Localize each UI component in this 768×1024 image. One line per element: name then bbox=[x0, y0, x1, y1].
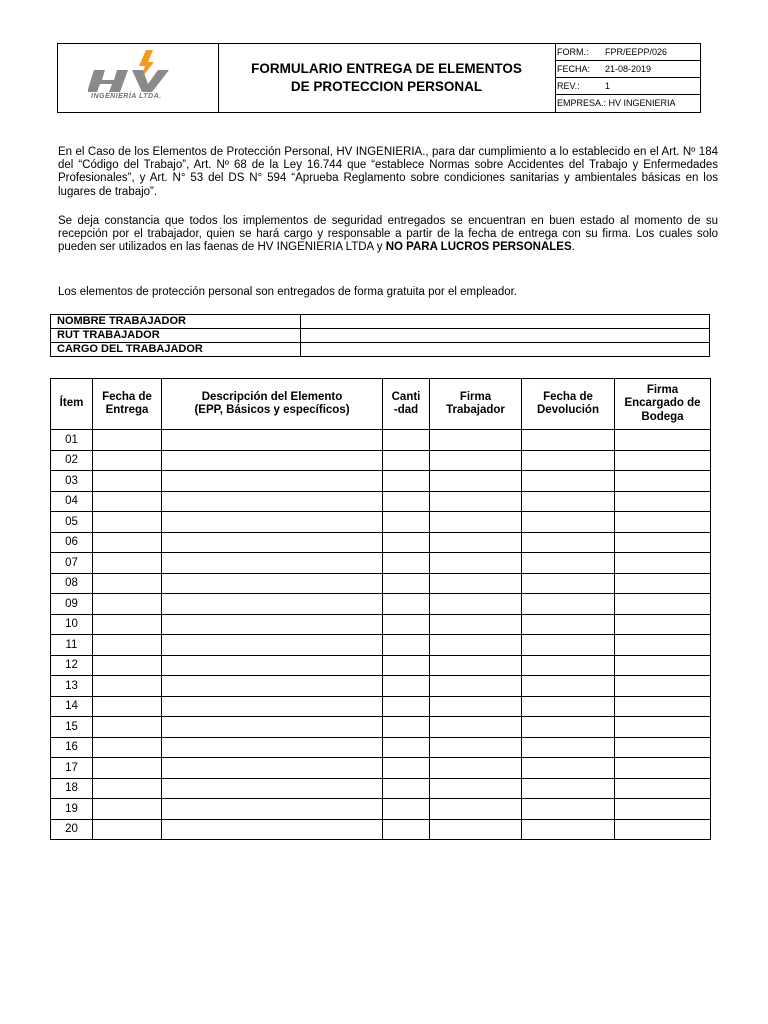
meta-fecha bbox=[555, 61, 700, 78]
descripcion-line-2: (EPP, Básicos y específicos) bbox=[194, 404, 350, 416]
firma-trabajador-cell[interactable] bbox=[430, 696, 522, 717]
fecha-devolucion-cell[interactable] bbox=[522, 799, 615, 820]
descripcion-cell[interactable] bbox=[162, 655, 383, 676]
table-row bbox=[51, 799, 711, 820]
title-cell bbox=[218, 44, 556, 112]
descripcion-cell[interactable] bbox=[162, 532, 383, 553]
firma-trabajador-cell[interactable] bbox=[430, 450, 522, 471]
fecha-entrega-cell[interactable] bbox=[93, 717, 162, 738]
items-body bbox=[51, 430, 711, 840]
item-number: 04 bbox=[51, 491, 93, 512]
form-title bbox=[251, 60, 522, 96]
descripcion-cell[interactable] bbox=[162, 819, 383, 840]
firma-trabajador-line-1: Firma bbox=[459, 390, 492, 403]
firma-encargado-cell[interactable] bbox=[615, 491, 711, 512]
firma-trabajador-cell[interactable] bbox=[430, 573, 522, 594]
descripcion-cell[interactable] bbox=[162, 799, 383, 820]
item-number: 12 bbox=[51, 655, 93, 676]
cantidad-cell[interactable] bbox=[383, 717, 430, 738]
header-firma-trabajador bbox=[430, 379, 522, 430]
descripcion-cell[interactable] bbox=[162, 758, 383, 779]
cantidad-cell[interactable] bbox=[383, 450, 430, 471]
cantidad-cell[interactable] bbox=[383, 758, 430, 779]
worker-info-table bbox=[50, 314, 710, 357]
firma-encargado-cell[interactable] bbox=[615, 655, 711, 676]
firma-trabajador-cell[interactable] bbox=[430, 614, 522, 635]
fecha-entrega-cell[interactable] bbox=[93, 737, 162, 758]
item-number: 14 bbox=[51, 696, 93, 717]
fecha-entrega-cell[interactable] bbox=[93, 635, 162, 656]
form-label: FORM.: bbox=[557, 47, 589, 57]
fecha-devolucion-line-2: Devolución bbox=[537, 404, 599, 416]
firma-trabajador-cell[interactable] bbox=[430, 553, 522, 574]
item-number: 03 bbox=[51, 471, 93, 492]
logo-cell bbox=[58, 44, 219, 112]
items-header-row bbox=[51, 379, 711, 430]
nombre-field[interactable] bbox=[301, 315, 710, 329]
fecha-value: 21-08-2019 bbox=[605, 64, 652, 74]
cantidad-cell[interactable] bbox=[383, 676, 430, 697]
meta-form bbox=[555, 44, 700, 61]
firma-trabajador-line-2: Trabajador bbox=[446, 404, 505, 416]
fecha-devolucion-cell[interactable] bbox=[522, 778, 615, 799]
table-row bbox=[51, 573, 711, 594]
fecha-devolucion-cell[interactable] bbox=[522, 594, 615, 615]
logo-tagline: INGENIERÍA LTDA. bbox=[91, 93, 162, 100]
cantidad-cell[interactable] bbox=[383, 594, 430, 615]
descripcion-cell[interactable] bbox=[162, 676, 383, 697]
firma-encargado-cell[interactable] bbox=[615, 450, 711, 471]
fecha-devolucion-cell[interactable] bbox=[522, 491, 615, 512]
firma-trabajador-cell[interactable] bbox=[430, 471, 522, 492]
table-row bbox=[51, 819, 711, 840]
descripcion-cell[interactable] bbox=[162, 512, 383, 533]
firma-encargado-cell[interactable] bbox=[615, 430, 711, 451]
paragraph-legal: En el Caso de los Elementos de Protección Personal, HV INGENIERIA., para dar cumplimiento a lo establecido en el Art. Nº 184 del “Código del Trabajo”, Art. Nº 68 de la Ley 16.744 que “establece Normas sobre Accidentes del Trabajo y Enfermedades Profesionales”, y Art. N° 53 del DS N° 594 “Aprueba Reglamento sobre condiciones sanitarias y ambientales básicas en los lugares de trabajo”. bbox=[58, 146, 718, 198]
title-line-2: DE PROTECCION PERSONAL bbox=[290, 79, 483, 94]
rev-value: 1 bbox=[605, 81, 611, 91]
form-header bbox=[57, 43, 701, 113]
fecha-entrega-cell[interactable] bbox=[93, 553, 162, 574]
firma-trabajador-cell[interactable] bbox=[430, 737, 522, 758]
firma-encargado-cell[interactable] bbox=[615, 553, 711, 574]
fecha-devolucion-cell[interactable] bbox=[522, 512, 615, 533]
header-fecha-entrega: Fecha de Entrega bbox=[93, 379, 162, 430]
fecha-entrega-cell[interactable] bbox=[93, 532, 162, 553]
item-number: 19 bbox=[51, 799, 93, 820]
firma-encargado-cell[interactable] bbox=[615, 614, 711, 635]
form-value: FPR/EEPP/026 bbox=[605, 47, 668, 57]
cantidad-cell[interactable] bbox=[383, 819, 430, 840]
item-number: 02 bbox=[51, 450, 93, 471]
table-row bbox=[51, 430, 711, 451]
table-row bbox=[51, 717, 711, 738]
cantidad-cell[interactable] bbox=[383, 430, 430, 451]
fecha-entrega-cell[interactable] bbox=[93, 491, 162, 512]
table-row bbox=[51, 655, 711, 676]
worker-row-rut bbox=[51, 329, 710, 343]
meta-empresa bbox=[555, 95, 700, 112]
firma-encargado-cell[interactable] bbox=[615, 635, 711, 656]
item-number: 05 bbox=[51, 512, 93, 533]
cantidad-cell[interactable] bbox=[383, 532, 430, 553]
header-cantidad bbox=[383, 379, 430, 430]
cantidad-cell[interactable] bbox=[383, 573, 430, 594]
cantidad-line-1: Canti bbox=[391, 390, 421, 403]
cantidad-cell[interactable] bbox=[383, 799, 430, 820]
fecha-entrega-cell[interactable] bbox=[93, 512, 162, 533]
firma-encargado-cell[interactable] bbox=[615, 512, 711, 533]
constancia-text: Se deja constancia que todos los implementos de seguridad entregados se encuentran en buen estado al momento de su recepción por el trabajador, quien se hará cargo y responsable a partir de la fecha de entrega con su firma. Los cuales solo pueden ser utilizados en las faenas de HV INGENIERIA LTDA y bbox=[58, 215, 718, 254]
fecha-devolucion-cell[interactable] bbox=[522, 819, 615, 840]
fecha-entrega-cell[interactable] bbox=[93, 573, 162, 594]
fecha-entrega-cell[interactable] bbox=[93, 819, 162, 840]
descripcion-cell[interactable] bbox=[162, 573, 383, 594]
fecha-devolucion-cell[interactable] bbox=[522, 553, 615, 574]
title-line-1: FORMULARIO ENTREGA DE ELEMENTOS bbox=[251, 61, 522, 76]
cargo-label: CARGO DEL TRABAJADOR bbox=[51, 343, 301, 357]
firma-encargado-cell[interactable] bbox=[615, 676, 711, 697]
firma-trabajador-cell[interactable] bbox=[430, 491, 522, 512]
table-row bbox=[51, 532, 711, 553]
firma-encargado-cell[interactable] bbox=[615, 471, 711, 492]
fecha-devolucion-cell[interactable] bbox=[522, 655, 615, 676]
fecha-entrega-cell[interactable] bbox=[93, 655, 162, 676]
item-number: 13 bbox=[51, 676, 93, 697]
fecha-devolucion-cell[interactable] bbox=[522, 737, 615, 758]
items-table bbox=[50, 378, 711, 840]
fecha-entrega-cell[interactable] bbox=[93, 594, 162, 615]
table-row bbox=[51, 676, 711, 697]
descripcion-cell[interactable] bbox=[162, 491, 383, 512]
cantidad-cell[interactable] bbox=[383, 553, 430, 574]
cargo-field[interactable] bbox=[301, 343, 710, 357]
firma-trabajador-cell[interactable] bbox=[430, 676, 522, 697]
firma-trabajador-cell[interactable] bbox=[430, 799, 522, 820]
cantidad-cell[interactable] bbox=[383, 614, 430, 635]
table-row bbox=[51, 512, 711, 533]
table-row bbox=[51, 758, 711, 779]
empresa-label: EMPRESA.: HV INGENIERIA bbox=[557, 98, 676, 108]
fecha-entrega-cell[interactable] bbox=[93, 778, 162, 799]
rut-field[interactable] bbox=[301, 329, 710, 343]
item-number: 16 bbox=[51, 737, 93, 758]
meta-cell bbox=[555, 44, 700, 112]
fecha-entrega-cell[interactable] bbox=[93, 799, 162, 820]
fecha-entrega-cell[interactable] bbox=[93, 676, 162, 697]
header-fecha-devolucion bbox=[522, 379, 615, 430]
fecha-entrega-cell[interactable] bbox=[93, 450, 162, 471]
item-number: 08 bbox=[51, 573, 93, 594]
fecha-devolucion-cell[interactable] bbox=[522, 614, 615, 635]
firma-encargado-cell[interactable] bbox=[615, 758, 711, 779]
fecha-devolucion-cell[interactable] bbox=[522, 450, 615, 471]
descripcion-cell[interactable] bbox=[162, 430, 383, 451]
fecha-devolucion-cell[interactable] bbox=[522, 717, 615, 738]
firma-encargado-cell[interactable] bbox=[615, 594, 711, 615]
descripcion-cell[interactable] bbox=[162, 696, 383, 717]
item-number: 06 bbox=[51, 532, 93, 553]
firma-trabajador-cell[interactable] bbox=[430, 512, 522, 533]
cantidad-cell[interactable] bbox=[383, 696, 430, 717]
fecha-entrega-cell[interactable] bbox=[93, 614, 162, 635]
meta-rev bbox=[555, 78, 700, 95]
rut-label: RUT TRABAJADOR bbox=[51, 329, 301, 343]
table-row bbox=[51, 778, 711, 799]
header-item: Ítem bbox=[51, 379, 93, 430]
descripcion-cell[interactable] bbox=[162, 594, 383, 615]
table-row bbox=[51, 737, 711, 758]
firma-encargado-cell[interactable] bbox=[615, 573, 711, 594]
item-number: 09 bbox=[51, 594, 93, 615]
descripcion-line-1: Descripción del Elemento bbox=[201, 390, 343, 403]
rev-label: REV.: bbox=[557, 81, 580, 91]
item-number: 01 bbox=[51, 430, 93, 451]
cantidad-cell[interactable] bbox=[383, 491, 430, 512]
worker-row-cargo bbox=[51, 343, 710, 357]
fecha-devolucion-cell[interactable] bbox=[522, 635, 615, 656]
cantidad-cell[interactable] bbox=[383, 655, 430, 676]
item-number: 11 bbox=[51, 635, 93, 656]
descripcion-cell[interactable] bbox=[162, 471, 383, 492]
table-row bbox=[51, 635, 711, 656]
table-row bbox=[51, 594, 711, 615]
worker-row-nombre bbox=[51, 315, 710, 329]
firma-trabajador-cell[interactable] bbox=[430, 758, 522, 779]
descripcion-cell[interactable] bbox=[162, 553, 383, 574]
paragraph-gratuito: Los elementos de protección personal son entregados de forma gratuita por el empleador. bbox=[58, 286, 518, 298]
fecha-devolucion-cell[interactable] bbox=[522, 430, 615, 451]
item-number: 20 bbox=[51, 819, 93, 840]
cantidad-cell[interactable] bbox=[383, 778, 430, 799]
descripcion-cell[interactable] bbox=[162, 614, 383, 635]
firma-trabajador-cell[interactable] bbox=[430, 778, 522, 799]
fecha-devolucion-cell[interactable] bbox=[522, 573, 615, 594]
table-row bbox=[51, 614, 711, 635]
firma-encargado-cell[interactable] bbox=[615, 778, 711, 799]
table-row bbox=[51, 450, 711, 471]
constancia-end: . bbox=[571, 241, 575, 254]
table-row bbox=[51, 696, 711, 717]
item-number: 15 bbox=[51, 717, 93, 738]
fecha-entrega-cell[interactable] bbox=[93, 758, 162, 779]
cantidad-cell[interactable] bbox=[383, 737, 430, 758]
fecha-devolucion-line-1: Fecha de bbox=[543, 390, 593, 403]
table-row bbox=[51, 471, 711, 492]
firma-encargado-cell[interactable] bbox=[615, 717, 711, 738]
firma-trabajador-cell[interactable] bbox=[430, 635, 522, 656]
firma-trabajador-cell[interactable] bbox=[430, 717, 522, 738]
header-descripcion bbox=[162, 379, 383, 430]
descripcion-cell[interactable] bbox=[162, 778, 383, 799]
firma-trabajador-cell[interactable] bbox=[430, 819, 522, 840]
descripcion-cell[interactable] bbox=[162, 717, 383, 738]
paragraph-constancia bbox=[58, 215, 718, 255]
descripcion-cell[interactable] bbox=[162, 737, 383, 758]
item-number: 18 bbox=[51, 778, 93, 799]
fecha-entrega-cell[interactable] bbox=[93, 696, 162, 717]
descripcion-cell[interactable] bbox=[162, 450, 383, 471]
cantidad-cell[interactable] bbox=[383, 512, 430, 533]
fecha-label: FECHA: bbox=[557, 64, 591, 74]
firma-encargado-cell[interactable] bbox=[615, 532, 711, 553]
fecha-devolucion-cell[interactable] bbox=[522, 471, 615, 492]
item-number: 17 bbox=[51, 758, 93, 779]
firma-trabajador-cell[interactable] bbox=[430, 430, 522, 451]
header-firma-encargado: Firma Encargado de Bodega bbox=[615, 379, 711, 430]
fecha-devolucion-cell[interactable] bbox=[522, 532, 615, 553]
cantidad-line-2: -dad bbox=[393, 404, 419, 416]
firma-encargado-cell[interactable] bbox=[615, 696, 711, 717]
item-number: 10 bbox=[51, 614, 93, 635]
company-logo bbox=[88, 48, 188, 94]
fecha-entrega-cell[interactable] bbox=[93, 471, 162, 492]
fecha-devolucion-cell[interactable] bbox=[522, 676, 615, 697]
descripcion-cell[interactable] bbox=[162, 635, 383, 656]
nombre-label: NOMBRE TRABAJADOR bbox=[51, 315, 301, 329]
firma-trabajador-cell[interactable] bbox=[430, 655, 522, 676]
cantidad-cell[interactable] bbox=[383, 471, 430, 492]
firma-encargado-cell[interactable] bbox=[615, 799, 711, 820]
constancia-bold: NO PARA LUCROS PERSONALES bbox=[385, 241, 572, 254]
cantidad-cell[interactable] bbox=[383, 635, 430, 656]
fecha-devolucion-cell[interactable] bbox=[522, 758, 615, 779]
firma-encargado-cell[interactable] bbox=[615, 737, 711, 758]
firma-trabajador-cell[interactable] bbox=[430, 532, 522, 553]
table-row bbox=[51, 491, 711, 512]
fecha-devolucion-cell[interactable] bbox=[522, 696, 615, 717]
fecha-entrega-cell[interactable] bbox=[93, 430, 162, 451]
firma-encargado-cell[interactable] bbox=[615, 819, 711, 840]
table-row bbox=[51, 553, 711, 574]
item-number: 07 bbox=[51, 553, 93, 574]
firma-trabajador-cell[interactable] bbox=[430, 594, 522, 615]
